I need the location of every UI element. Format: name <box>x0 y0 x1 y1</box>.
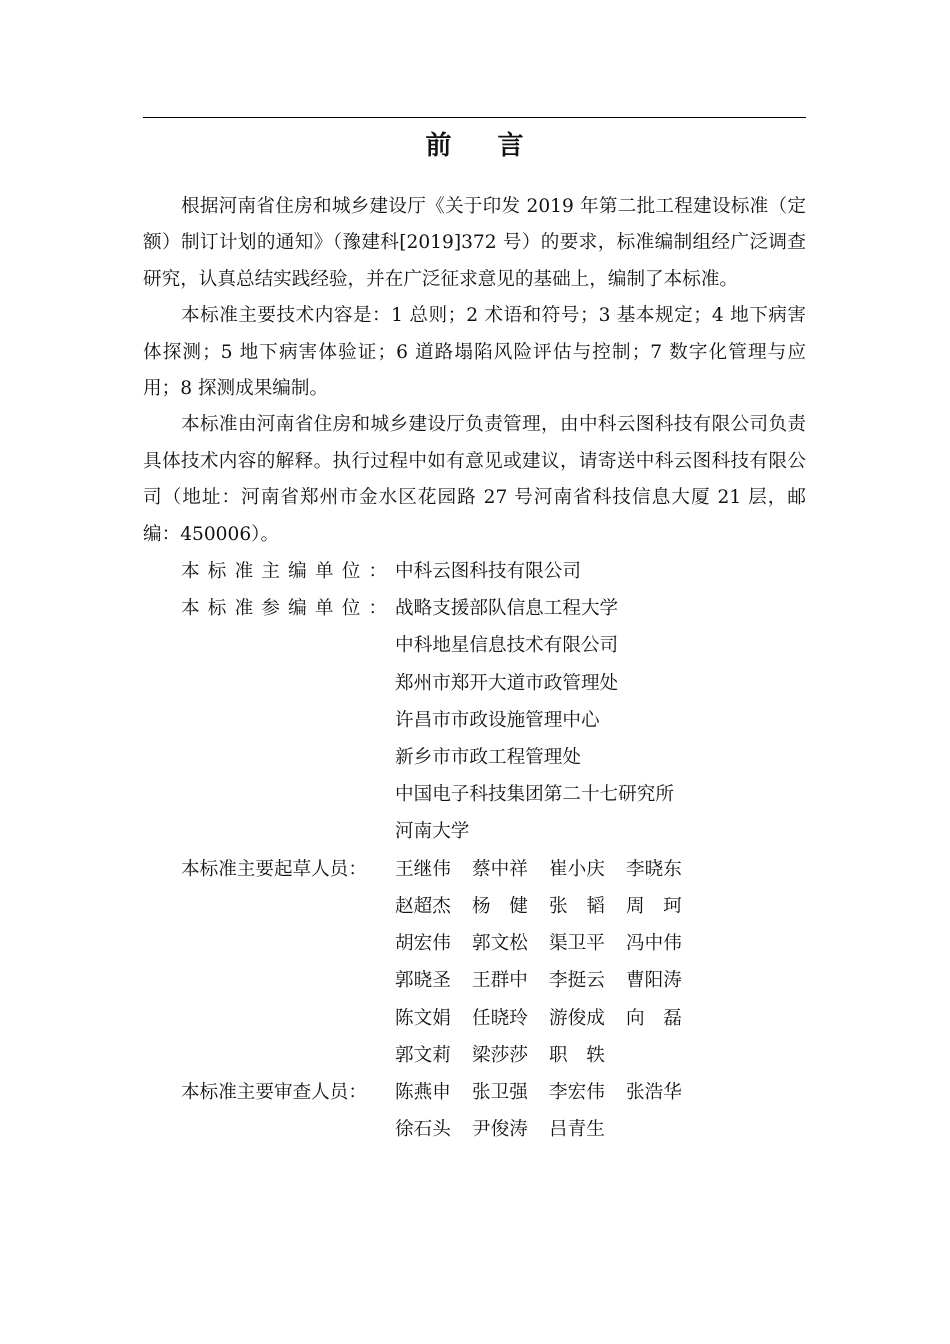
drafter-name: 冯中伟 <box>626 933 682 955</box>
reviewer-name: 张浩华 <box>626 1081 682 1103</box>
drafter-name: 郭文松 <box>472 933 528 955</box>
participating-units-label: 本标准参编单位： <box>181 598 396 620</box>
drafter-name: 王群中 <box>472 970 528 992</box>
paragraph-background: 根据河南省住房和城乡建设厅《关于印发 2019 年第二批工程建设标准（定额）制订计划的通知》（豫建科[2019]372 号）的要求，标准编制组经广泛调查研究，认真总结实践经验，并在广泛征求意见的基础上，编制了本标准。 <box>143 196 806 290</box>
drafter-name: 赵超杰 <box>395 895 451 917</box>
paragraph-contents: 本标准主要技术内容是：1 总则；2 术语和符号；3 基本规定；4 地下病害体探测；5 地下病害体验证；6 道路塌陷风险评估与控制；7 数字化管理与应用；8 探测成果编制。 <box>143 305 806 400</box>
drafter-name: 陈文娟 <box>395 1007 451 1029</box>
participating-unit: 郑州市郑开大道市政管理处 <box>395 672 619 694</box>
drafter-name: 张 韬 <box>549 895 605 917</box>
reviewer-name: 尹俊涛 <box>472 1119 528 1141</box>
page-title-right: 言 <box>497 131 524 161</box>
chief-unit-row <box>143 553 806 590</box>
chief-unit-value: 中科云图科技有限公司 <box>395 561 581 583</box>
drafter-name: 王继伟 <box>395 858 451 880</box>
participating-units-list <box>395 590 674 850</box>
drafter-name: 向 磊 <box>626 1007 682 1029</box>
drafter-name: 郭晓圣 <box>395 970 451 992</box>
drafter-name: 李晓东 <box>626 858 682 880</box>
participating-units-row <box>143 590 806 850</box>
reviewer-name: 徐石头 <box>395 1119 451 1141</box>
reviewer-name: 吕青生 <box>549 1119 605 1141</box>
drafter-name: 杨 健 <box>472 895 528 917</box>
drafter-name: 郭文莉 <box>395 1044 451 1066</box>
reviewer-name: 张卫强 <box>472 1081 528 1103</box>
drafter-name: 任晓玲 <box>472 1007 528 1029</box>
drafter-name: 职 轶 <box>549 1044 605 1066</box>
header-rule <box>143 117 806 118</box>
drafter-name: 李挺云 <box>549 970 605 992</box>
chief-unit-label: 本标准主编单位： <box>181 561 396 583</box>
page-title <box>143 126 806 166</box>
drafter-name: 曹阳涛 <box>626 970 682 992</box>
reviewer-name: 陈燕申 <box>395 1081 451 1103</box>
participating-unit: 战略支援部队信息工程大学 <box>395 598 619 620</box>
reviewers-row <box>143 1074 806 1148</box>
participating-unit: 许昌市市政设施管理中心 <box>395 709 600 731</box>
participating-unit: 中科地星信息技术有限公司 <box>395 635 619 657</box>
preface-body <box>143 189 806 1148</box>
participating-unit: 河南大学 <box>395 821 470 843</box>
drafter-name: 游俊成 <box>549 1007 605 1029</box>
paragraph-management: 本标准由河南省住房和城乡建设厅负责管理，由中科云图科技有限公司负责具体技术内容的解释。执行过程中如有意见或建议，请寄送中科云图科技有限公司（地址：河南省郑州市金水区花园路 27 号河南省科技信息大厦 21 层，邮编：450006）。 <box>143 414 806 545</box>
drafters-row <box>143 851 806 1074</box>
participating-unit: 中国电子科技集团第二十七研究所 <box>395 784 674 806</box>
drafter-name: 梁莎莎 <box>472 1044 528 1066</box>
drafter-name: 崔小庆 <box>549 858 605 880</box>
participating-unit: 新乡市市政工程管理处 <box>395 747 581 769</box>
drafter-name: 渠卫平 <box>549 933 605 955</box>
drafter-name: 周 珂 <box>626 895 682 917</box>
units-and-personnel <box>143 553 806 1148</box>
drafter-name: 胡宏伟 <box>395 933 451 955</box>
drafter-name: 蔡中祥 <box>472 858 528 880</box>
reviewer-name: 李宏伟 <box>549 1081 605 1103</box>
reviewers-label: 本标准主要审查人员： <box>181 1081 367 1103</box>
page-title-left: 前 <box>425 131 452 161</box>
reviewers-names <box>395 1074 705 1148</box>
drafters-label: 本标准主要起草人员： <box>181 858 367 880</box>
drafters-names <box>395 851 705 1074</box>
